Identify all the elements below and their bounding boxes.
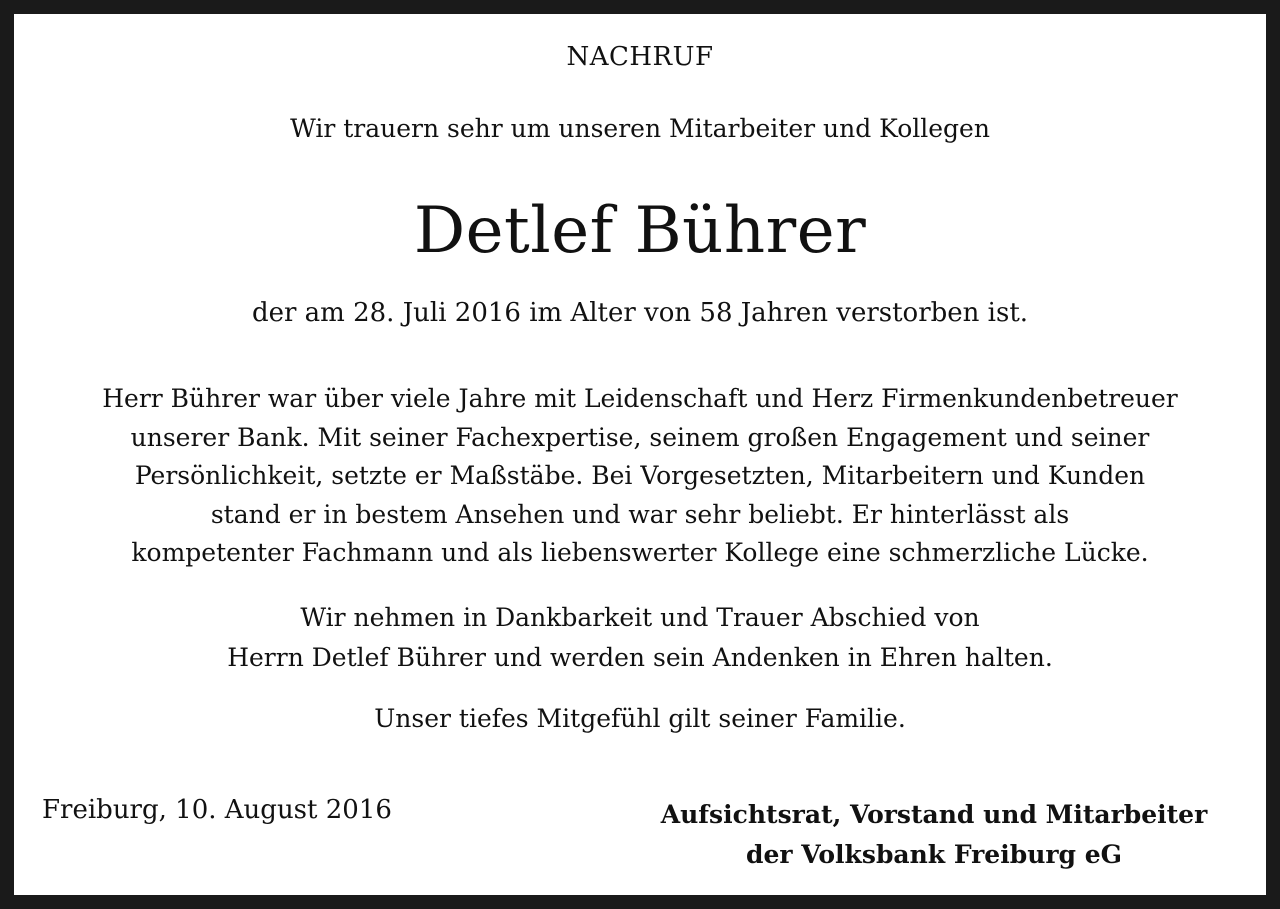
farewell-paragraph [14,598,1266,678]
farewell-line: Wir nehmen in Dankbarkeit und Trauer Abschied von [300,603,980,632]
sympathy-line: Unser tiefes Mitgefühl gilt seiner Familie. [374,704,906,733]
tribute-paragraph [14,380,1266,573]
notice-heading: NACHRUF [566,42,714,72]
signatory-block [654,795,1214,875]
deceased-name: Detlef Bührer [413,194,867,268]
tribute-line: stand er in bestem Ansehen und war sehr beliebt. Er hinterlässt als [210,499,1070,529]
farewell-line: Herrn Detlef Bührer und werden sein Andenken in Ehren halten. [227,643,1053,672]
obituary-notice [14,14,1266,895]
tribute-line: unserer Bank. Mit seiner Fachexpertise, seinem großen Engagement und seiner [130,422,1150,452]
tribute-line: kompetenter Fachmann und als liebenswerter Kollege eine schmerzliche Lücke. [131,538,1149,567]
tribute-line: Persönlichkeit, setzte er Maßstäbe. Bei Vorgesetzten, Mitarbeitern und Kunden [134,461,1146,490]
signatory-line: der Volksbank Freiburg eG [746,840,1122,869]
intro-line: Wir trauern sehr um unseren Mitarbeiter und Kollegen [290,114,990,143]
signatory-line: Aufsichtsrat, Vorstand und Mitarbeiter [660,800,1208,829]
tribute-line: Herr Bührer war über viele Jahre mit Leidenschaft und Herz Firmenkundenbetreuer [102,384,1178,413]
death-line: der am 28. Juli 2016 im Alter von 58 Jahren verstorben ist. [251,298,1029,328]
place-date: Freiburg, 10. August 2016 [42,795,392,825]
